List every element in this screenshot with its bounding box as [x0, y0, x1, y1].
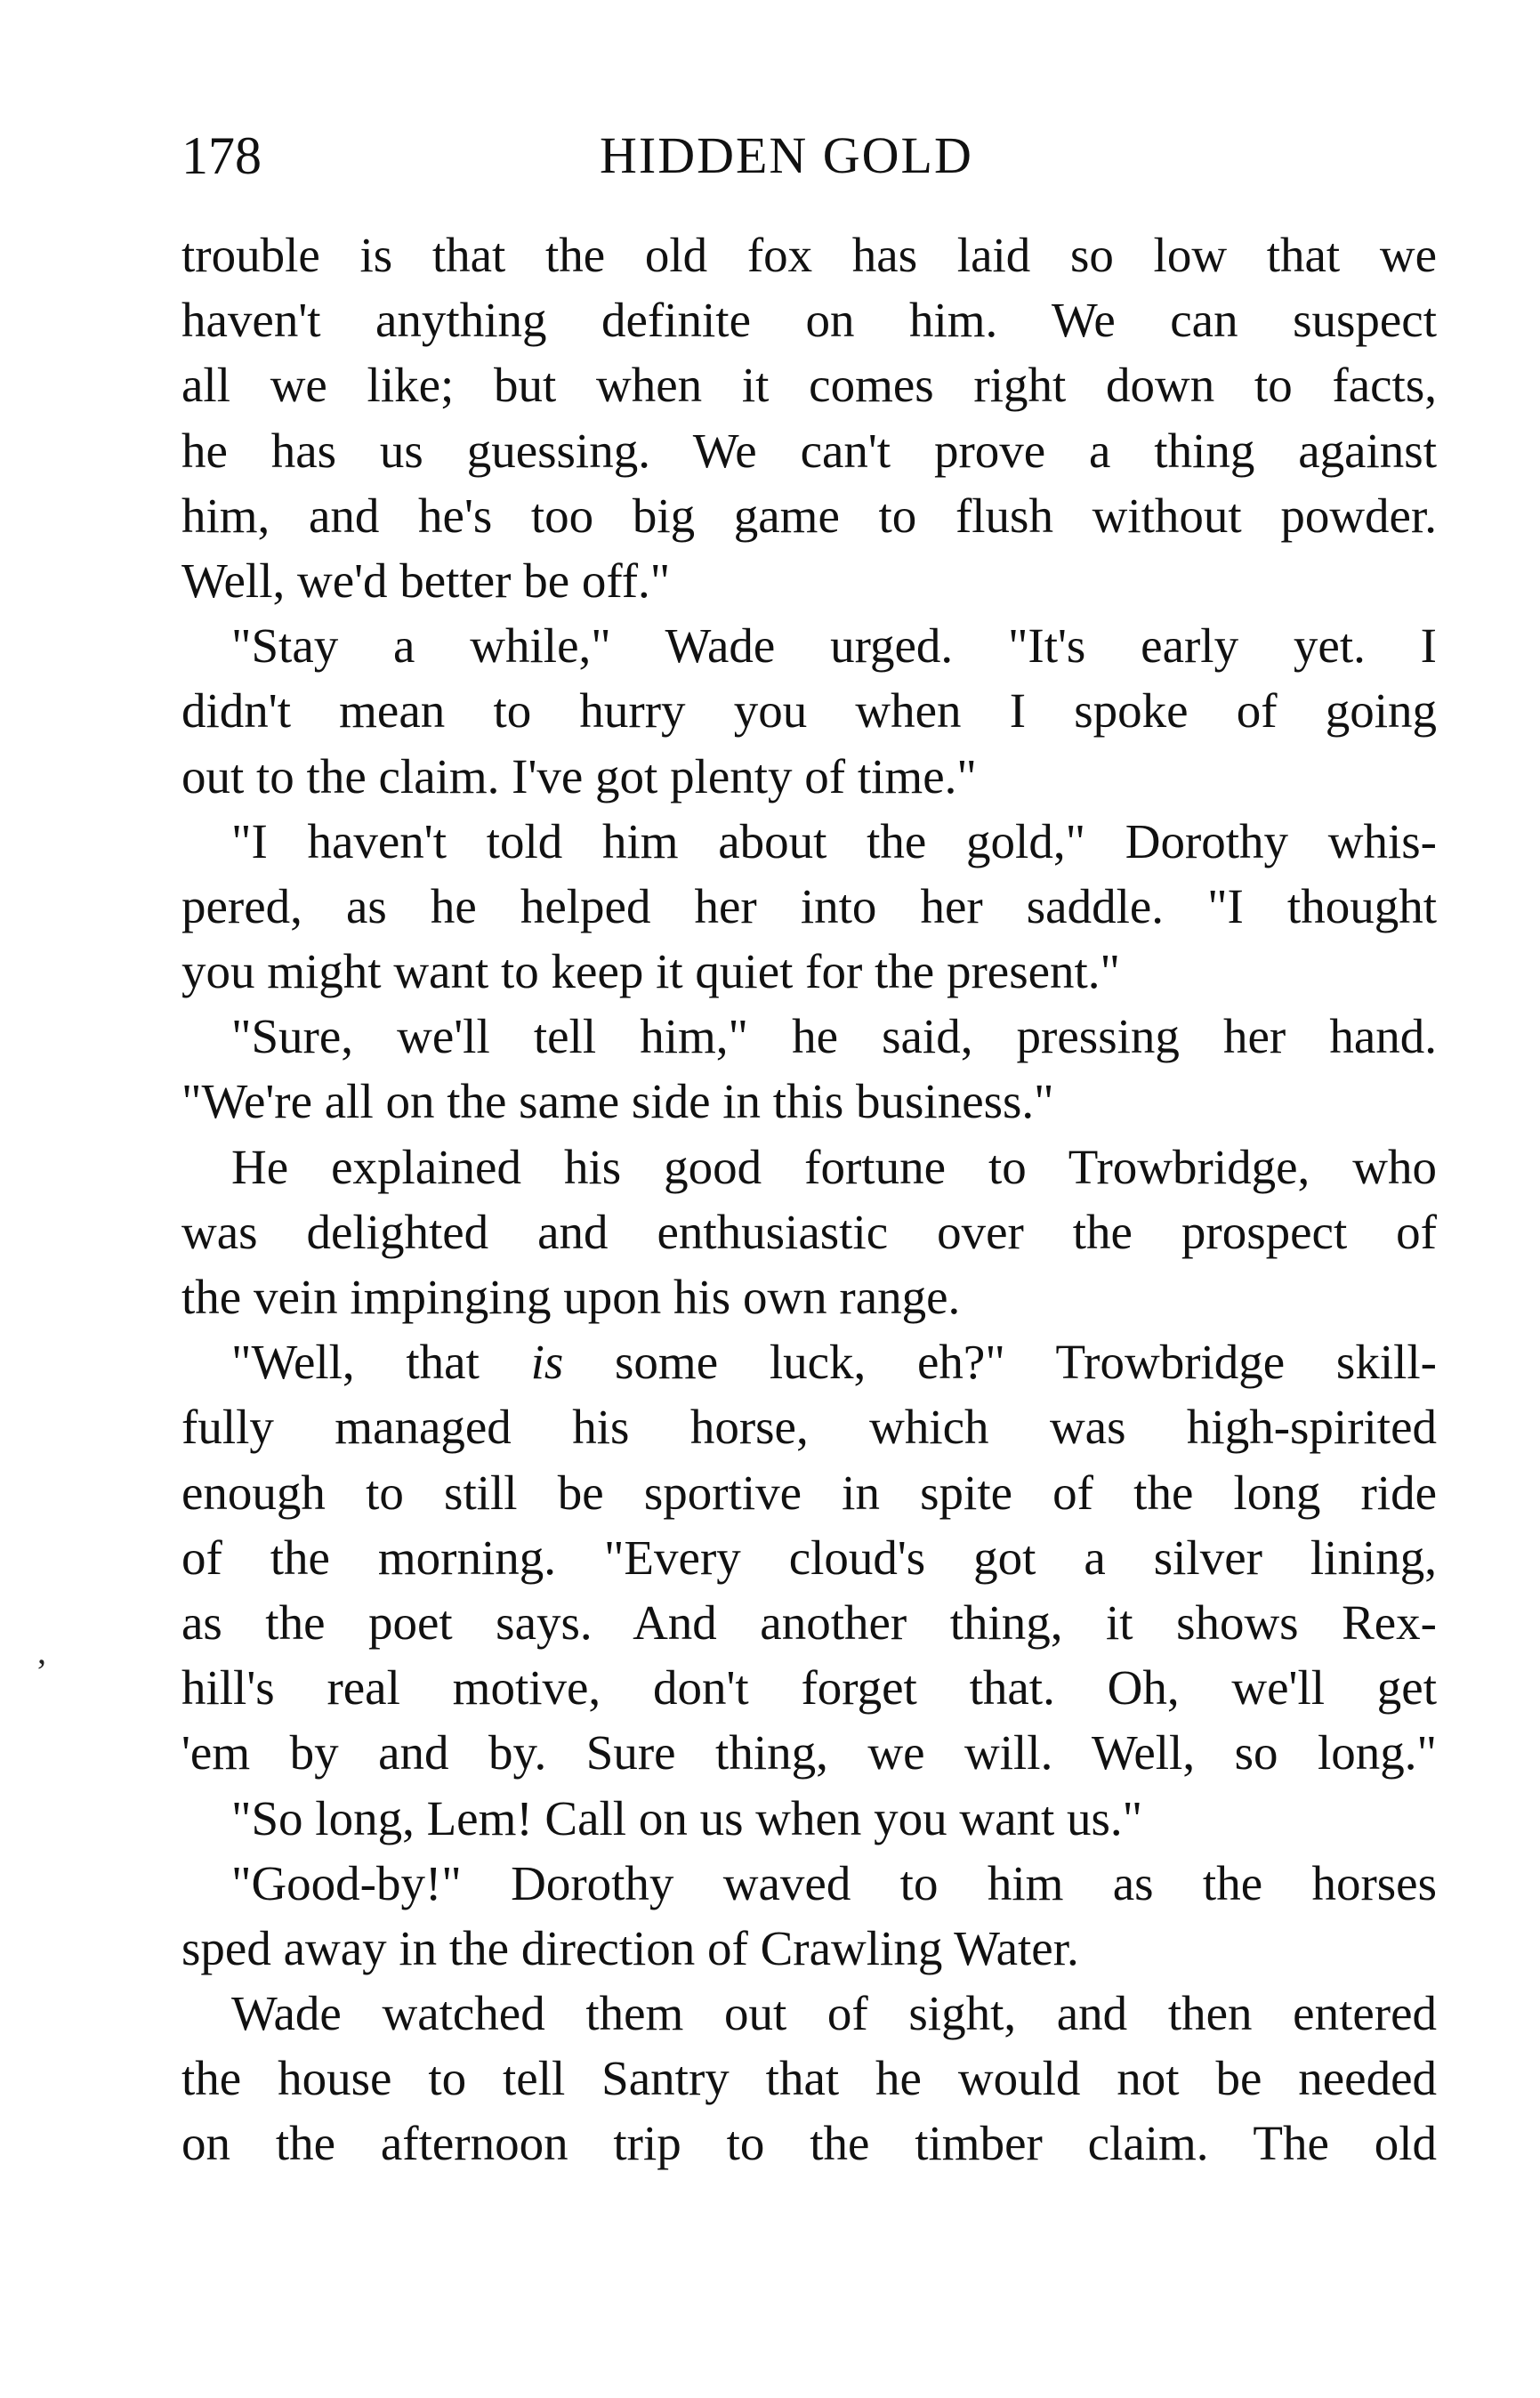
text-line: "So long, Lem! Call on us when you want us.": [231, 1790, 1143, 1845]
text-line: trouble is that the old fox has laid so low that we: [181, 228, 1437, 282]
text-line: sped away in the direction of Crawling Water.: [181, 1920, 1079, 1975]
text-line: 'em by and by. Sure thing, we will. Well, so long.": [181, 1725, 1437, 1780]
text-line: the house to tell Santry that he would not be needed: [181, 2051, 1437, 2106]
text-line: enough to still be sportive in spite of the long ride: [181, 1465, 1437, 1520]
text-line: pered, as he helped her into her saddle. "I thought: [181, 878, 1437, 933]
text-line: "Good-by!" Dorothy waved to him as the horses: [231, 1855, 1437, 1910]
text-line: Well, we'd better be off.": [181, 553, 671, 608]
text-line: "Stay a while," Wade urged. "It's early yet. I: [231, 618, 1437, 674]
text-line: fully managed his horse, which was high-spirited: [181, 1400, 1437, 1455]
text-line: was delighted and enthusiastic over the prospect of: [181, 1204, 1437, 1259]
text-line: you might want to keep it quiet for the present.": [181, 944, 1120, 999]
page-header: [181, 120, 1437, 191]
text-line: "Well, that is some luck, eh?" Trowbridge skill-: [231, 1335, 1437, 1390]
text-line: on the afternoon trip to the timber claim. The old: [181, 2116, 1437, 2171]
running-head: HIDDEN GOLD: [600, 126, 973, 184]
text-line: "I haven't told him about the gold," Dorothy whis-: [231, 813, 1437, 868]
text-line: "We're all on the same side in this business.": [181, 1074, 1054, 1129]
body-text: [181, 222, 1437, 2176]
text-line: him, and he's too big game to flush without powder.: [181, 488, 1437, 543]
text-line: all we like; but when it comes right down to facts,: [181, 358, 1437, 413]
text-line: haven't anything definite on him. We can suspect: [181, 293, 1437, 348]
text-line: hill's real motive, don't forget that. Oh, we'll get: [181, 1660, 1437, 1716]
text-line: out to the claim. I've got plenty of time.": [181, 748, 977, 803]
text-line: "Sure, we'll tell him," he said, pressing her hand.: [231, 1009, 1437, 1064]
text-line: Wade watched them out of sight, and then entered: [231, 1986, 1437, 2041]
margin-mark: ’: [36, 1651, 48, 1692]
text-line: as the poet says. And another thing, it shows Rex-: [181, 1595, 1437, 1650]
text-line: the vein impinging upon his own range.: [181, 1270, 961, 1324]
text-line: He explained his good fortune to Trowbridge, who: [231, 1139, 1437, 1194]
text-line: he has us guessing. We can't prove a thing against: [181, 423, 1437, 478]
text-line: of the morning. "Every cloud's got a silver lining,: [181, 1530, 1437, 1585]
page-number: 178: [181, 126, 262, 185]
text-line: didn't mean to hurry you when I spoke of going: [181, 683, 1437, 739]
